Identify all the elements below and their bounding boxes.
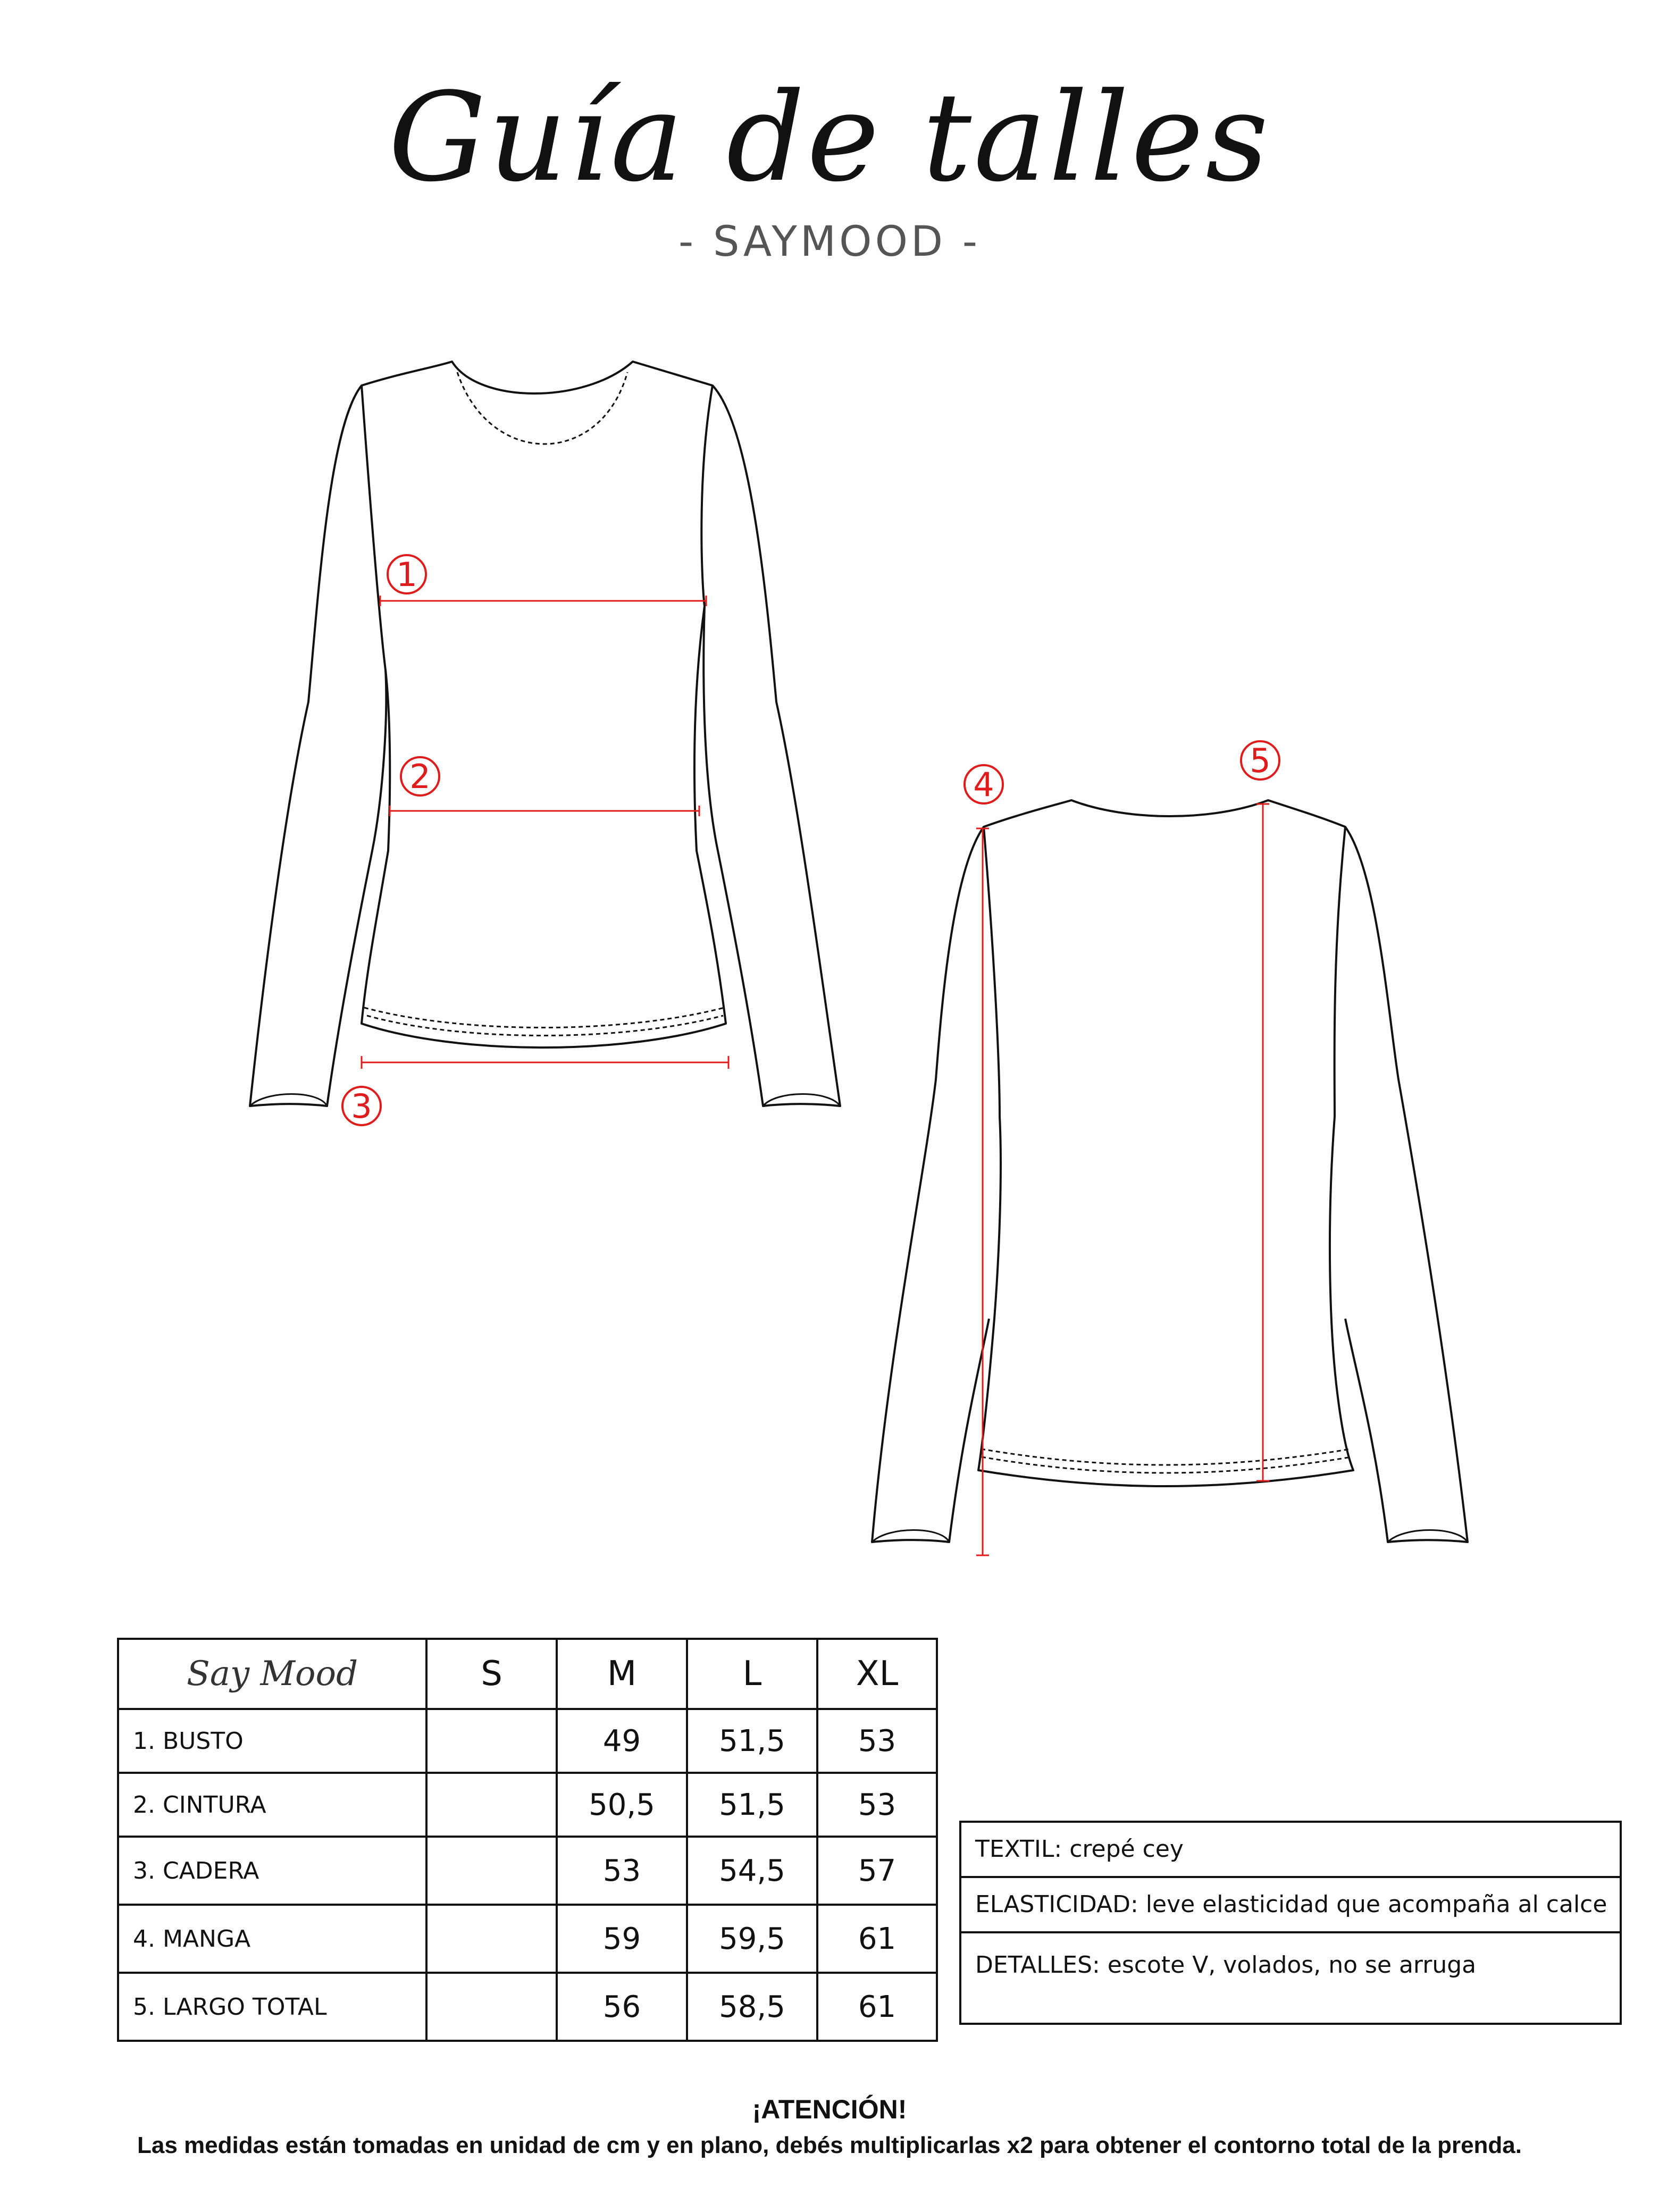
- cell-manga-xl: 61: [817, 1905, 937, 1973]
- cell-cintura-s: [426, 1773, 557, 1837]
- cell-cadera-m: 53: [557, 1837, 687, 1905]
- row-label-largo-total: 5. LARGO TOTAL: [118, 1973, 426, 2041]
- marker-3: 3: [351, 1087, 372, 1126]
- size-header-xl: XL: [817, 1639, 937, 1709]
- size-header-s: S: [426, 1639, 557, 1709]
- marker-5: 5: [1250, 741, 1271, 780]
- cell-manga-l: 59,5: [687, 1905, 817, 1973]
- cell-cintura-l: 51,5: [687, 1773, 817, 1837]
- row-label-cintura: 2. CINTURA: [118, 1773, 426, 1837]
- front-right-sleeve: [703, 386, 840, 1106]
- cell-largo-l: 58,5: [687, 1973, 817, 2041]
- marker-2: 2: [409, 757, 431, 796]
- row-label-busto: 1. BUSTO: [118, 1709, 426, 1773]
- brand-logo: Say Mood: [118, 1639, 426, 1709]
- front-view-shirt: [250, 362, 840, 1106]
- fabric-info-box: [959, 1821, 1622, 2025]
- info-textil: TEXTIL: crepé cey: [961, 1823, 1620, 1878]
- size-table: [117, 1638, 938, 2042]
- row-label-cadera: 3. CADERA: [118, 1837, 426, 1905]
- front-hem-stitch: [364, 1008, 724, 1028]
- table-row: [118, 1773, 937, 1837]
- back-hem-stitch: [981, 1449, 1351, 1465]
- cell-cintura-m: 50,5: [557, 1773, 687, 1837]
- front-neck-stitch: [457, 372, 627, 444]
- front-body-outline: [362, 362, 726, 1048]
- size-header-l: L: [687, 1639, 817, 1709]
- table-row: [118, 1905, 937, 1973]
- cell-largo-s: [426, 1973, 557, 2041]
- front-markers: [342, 555, 439, 1126]
- front-measurements: [362, 596, 728, 1069]
- cell-busto-s: [426, 1709, 557, 1773]
- cell-busto-l: 51,5: [687, 1709, 817, 1773]
- cell-cadera-s: [426, 1837, 557, 1905]
- back-view-shirt: [872, 800, 1468, 1542]
- front-left-sleeve: [250, 386, 386, 1106]
- cell-cintura-xl: 53: [817, 1773, 937, 1837]
- back-markers: [965, 741, 1279, 804]
- cell-largo-m: 56: [557, 1973, 687, 2041]
- page-title: Guía de talles: [388, 67, 1271, 209]
- cell-busto-m: 49: [557, 1709, 687, 1773]
- row-label-manga: 4. MANGA: [118, 1905, 426, 1973]
- cell-manga-s: [426, 1905, 557, 1973]
- size-header-m: M: [557, 1639, 687, 1709]
- table-row: [118, 1709, 937, 1773]
- brand-subtitle: - SAYMOOD -: [678, 218, 981, 266]
- info-detalles: DETALLES: escote V, volados, no se arruga: [975, 1951, 1477, 1979]
- cell-cadera-l: 54,5: [687, 1837, 817, 1905]
- marker-4: 4: [973, 765, 994, 804]
- cell-busto-xl: 53: [817, 1709, 937, 1773]
- cell-cadera-xl: 57: [817, 1837, 937, 1905]
- info-elasticidad: ELASTICIDAD: leve elasticidad que acompaña al calce: [961, 1878, 1620, 1933]
- marker-1: 1: [396, 555, 417, 594]
- table-row: [118, 1837, 937, 1905]
- back-right-sleeve: [1345, 827, 1468, 1542]
- back-left-sleeve: [872, 827, 989, 1542]
- back-body-outline: [978, 800, 1353, 1486]
- back-measurements: [976, 804, 1269, 1555]
- cell-manga-m: 59: [557, 1905, 687, 1973]
- cell-largo-xl: 61: [817, 1973, 937, 2041]
- notice-title: ¡ATENCIÓN!: [752, 2094, 907, 2124]
- table-row: [118, 1973, 937, 2041]
- notice-body: Las medidas están tomadas en unidad de cm y en plano, debés multiplicarlas x2 para obtener el contorno total de la prenda.: [137, 2132, 1522, 2158]
- size-header-row: [118, 1639, 937, 1709]
